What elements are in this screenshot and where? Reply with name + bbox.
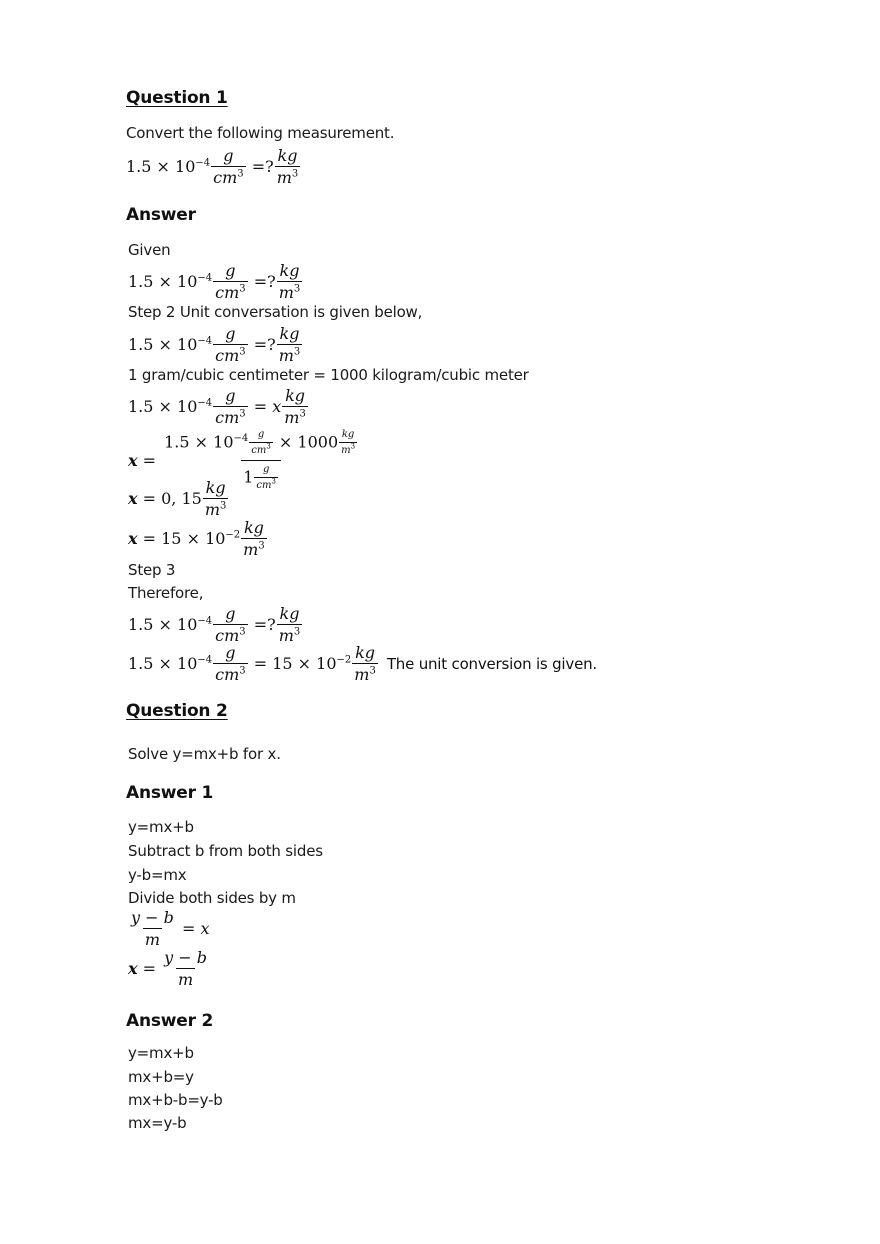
equation-q1-statement: $1.5 \times 10^{-4}$ $\frac{g}{cm^3}$ =? kg $m^3$ [126,146,299,187]
equation-final: $1.5 \times 10^{-4}$ $\frac{g}{cm^3}$ = $15 \times 10^{-2}$ kg $m^3$ The unit conversion is given. [128,643,597,684]
answer-2-line: mx+b=y [128,1068,194,1086]
equation-fraction-equals-x: $\frac{y - b}{m}$ = x [131,908,210,949]
equation-x-fraction: x = $1.5 \times 10^{-4}$ $\frac{g}{cm^3}$ × 1000 $\frac{kg}{m^3}$ 1 $\frac{g}{cm^3}$ [128,429,356,491]
equation-with-x: $1.5 \times 10^{-4}$ $\frac{g}{cm^3}$ = x kg $m^3$ [128,386,306,427]
answer-2-line: mx=y-b [128,1114,187,1132]
equation-step-2: $1.5 \times 10^{-4}$ $\frac{g}{cm^3}$ =? kg $m^3$ [128,324,301,365]
equation-x-equals-fraction: x = $\frac{y - b}{m}$ [128,948,207,989]
answer-heading: Answer [126,205,196,225]
conclusion-text: The unit conversion is given. [386,654,597,673]
equation-x-scientific: x = $15 \times 10^{-2}$ kg $m^3$ [128,518,265,559]
question-2-prompt: Solve y=mx+b for x. [128,745,281,763]
answer-1-line: y-b=mx [128,866,187,884]
equation-x-value: x = 0, 15 kg $m^3$ [128,478,227,519]
answer-1-heading: Answer 1 [126,783,214,803]
equation-therefore: $1.5 \times 10^{-4}$ $\frac{g}{cm^3}$ =? kg $m^3$ [128,604,301,645]
answer-1-line: y=mx+b [128,818,194,836]
answer-2-line: mx+b-b=y-b [128,1091,223,1109]
question-1-prompt: Convert the following measurement. [126,124,395,142]
question-2-heading: Question 2 [126,701,228,721]
conversion-relation: 1 gram/cubic centimeter = 1000 kilogram/cubic meter [128,366,529,384]
given-label: Given [128,241,171,259]
answer-1-line: Subtract b from both sides [128,842,323,860]
answer-1-line: Divide both sides by m [128,889,296,907]
step-3-label: Step 3 [128,561,176,579]
therefore-label: Therefore, [128,584,204,602]
step-2-text: Step 2 Unit conversation is given below, [128,303,423,321]
answer-2-line: y=mx+b [128,1044,194,1062]
equation-given: $1.5 \times 10^{-4}$ $\frac{g}{cm^3}$ =? kg $m^3$ [128,261,301,302]
question-1-heading: Question 1 [126,88,228,108]
answer-2-heading: Answer 2 [126,1011,214,1031]
